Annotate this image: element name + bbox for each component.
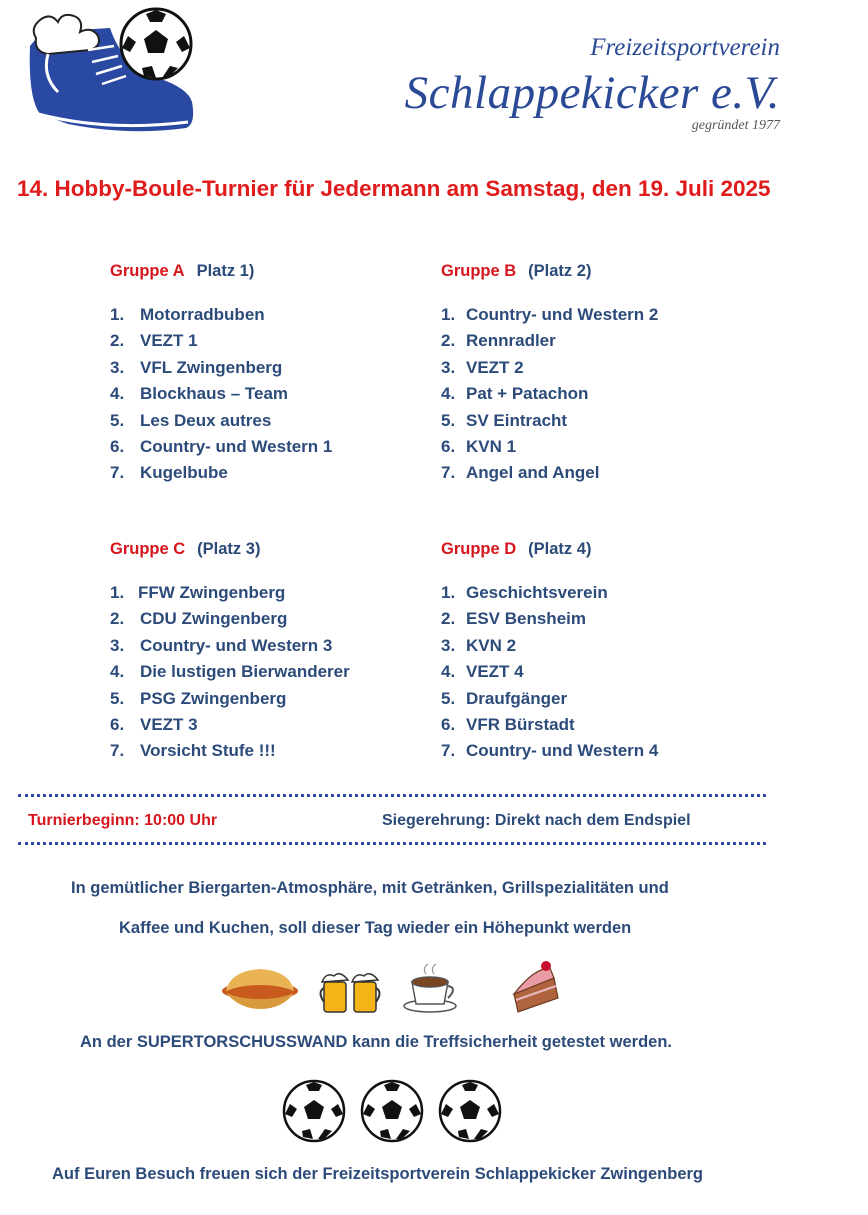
team-list [110, 302, 430, 487]
list-item: 2. VEZT 1 [110, 331, 198, 351]
page-title: 14. Hobby-Boule-Turnier für Jedermann am Samstag, den 19. Juli 2025 [17, 176, 771, 201]
list-item: 7. Angel and Angel [441, 463, 600, 483]
list-item: 1. Geschichtsverein [441, 583, 608, 602]
group-platz: (Platz 3) [197, 540, 261, 558]
closing-line: Auf Euren Besuch freuen sich der Freizeitsportverein Schlappekicker Zwingenberg [52, 1165, 704, 1183]
list-item: 1. Country- und Western 2 [441, 305, 659, 324]
founded-note: gegründet 1977 [691, 118, 780, 133]
footballs-row [280, 1076, 506, 1146]
cake-slice-icon [510, 958, 562, 1016]
list-item: 7. Vorsicht Stufe !!! [110, 741, 276, 761]
list-item: 3. KVN 2 [441, 635, 517, 655]
list-item: 4. VEZT 4 [441, 662, 524, 682]
list-item: 3. Country- und Western 3 [110, 635, 333, 655]
list-item: 6. VFR Bürstadt [441, 714, 575, 734]
group-name: Gruppe B [441, 262, 517, 280]
group-name: Gruppe D [441, 540, 517, 558]
football-icon [440, 1081, 500, 1141]
list-item: 2. Rennradler [441, 331, 556, 351]
list-item: 6. KVN 1 [441, 436, 517, 456]
list-item: 4. Pat + Patachon [441, 384, 589, 404]
list-item: 6. Country- und Western 1 [110, 436, 333, 456]
group-platz: (Platz 4) [528, 540, 592, 558]
list-item: 2. CDU Zwingenberg [110, 609, 288, 629]
football-icon [118, 6, 194, 82]
list-item: 5. Les Deux autres [110, 410, 272, 430]
group-c [110, 540, 430, 765]
coffee-cup-icon [402, 962, 462, 1014]
start-time: Turnierbeginn: 10:00 Uhr [28, 812, 218, 829]
divider-top [18, 794, 766, 797]
beer-mugs-icon [320, 968, 384, 1016]
list-item: 3. VFL Zwingenberg [110, 357, 283, 377]
team-list [110, 580, 430, 765]
team-list [441, 302, 761, 487]
group-platz: (Platz 2) [528, 262, 592, 280]
group-d [441, 540, 761, 765]
football-icon [362, 1081, 422, 1141]
supertorschusswand-line: An der SUPERTORSCHUSSWAND kann die Treffsicherheit getestet werden. [80, 1033, 672, 1051]
list-item: 6. VEZT 3 [110, 714, 198, 734]
divider-bottom [18, 842, 766, 845]
football-icon [284, 1081, 344, 1141]
list-item: 1. FFW Zwingenberg [110, 583, 286, 602]
list-item: 5. SV Eintracht [441, 410, 568, 430]
intro-line-1: In gemütlicher Biergarten-Atmosphäre, mit Getränken, Grillspezialitäten und [71, 879, 669, 897]
group-name: Gruppe C [110, 540, 186, 558]
list-item: 1. Motorradbuben [110, 305, 265, 324]
list-item: 5. Draufgänger [441, 688, 568, 708]
club-logo [18, 6, 198, 136]
group-a [110, 262, 430, 487]
intro-line-2: Kaffee und Kuchen, soll dieser Tag wieder ein Höhepunkt werden [119, 919, 632, 937]
bratwurst-icon [220, 965, 300, 1015]
award-time: Siegerehrung: Direkt nach dem Endspiel [382, 812, 691, 829]
list-item: 5. PSG Zwingenberg [110, 688, 287, 708]
group-name: Gruppe A [110, 262, 185, 280]
list-item: 2. ESV Bensheim [441, 609, 586, 629]
club-name: Schlappekicker e.V. [404, 67, 780, 119]
list-item: 4. Blockhaus – Team [110, 384, 289, 404]
team-list [441, 580, 761, 765]
list-item: 3. VEZT 2 [441, 357, 524, 377]
list-item: 7. Country- und Western 4 [441, 741, 659, 761]
list-item: 4. Die lustigen Bierwanderer [110, 662, 350, 682]
group-b [441, 262, 761, 487]
group-platz: Platz 1) [196, 262, 255, 280]
list-item: 7. Kugelbube [110, 463, 228, 483]
club-prefix: Freizeitsportverein [590, 34, 780, 61]
